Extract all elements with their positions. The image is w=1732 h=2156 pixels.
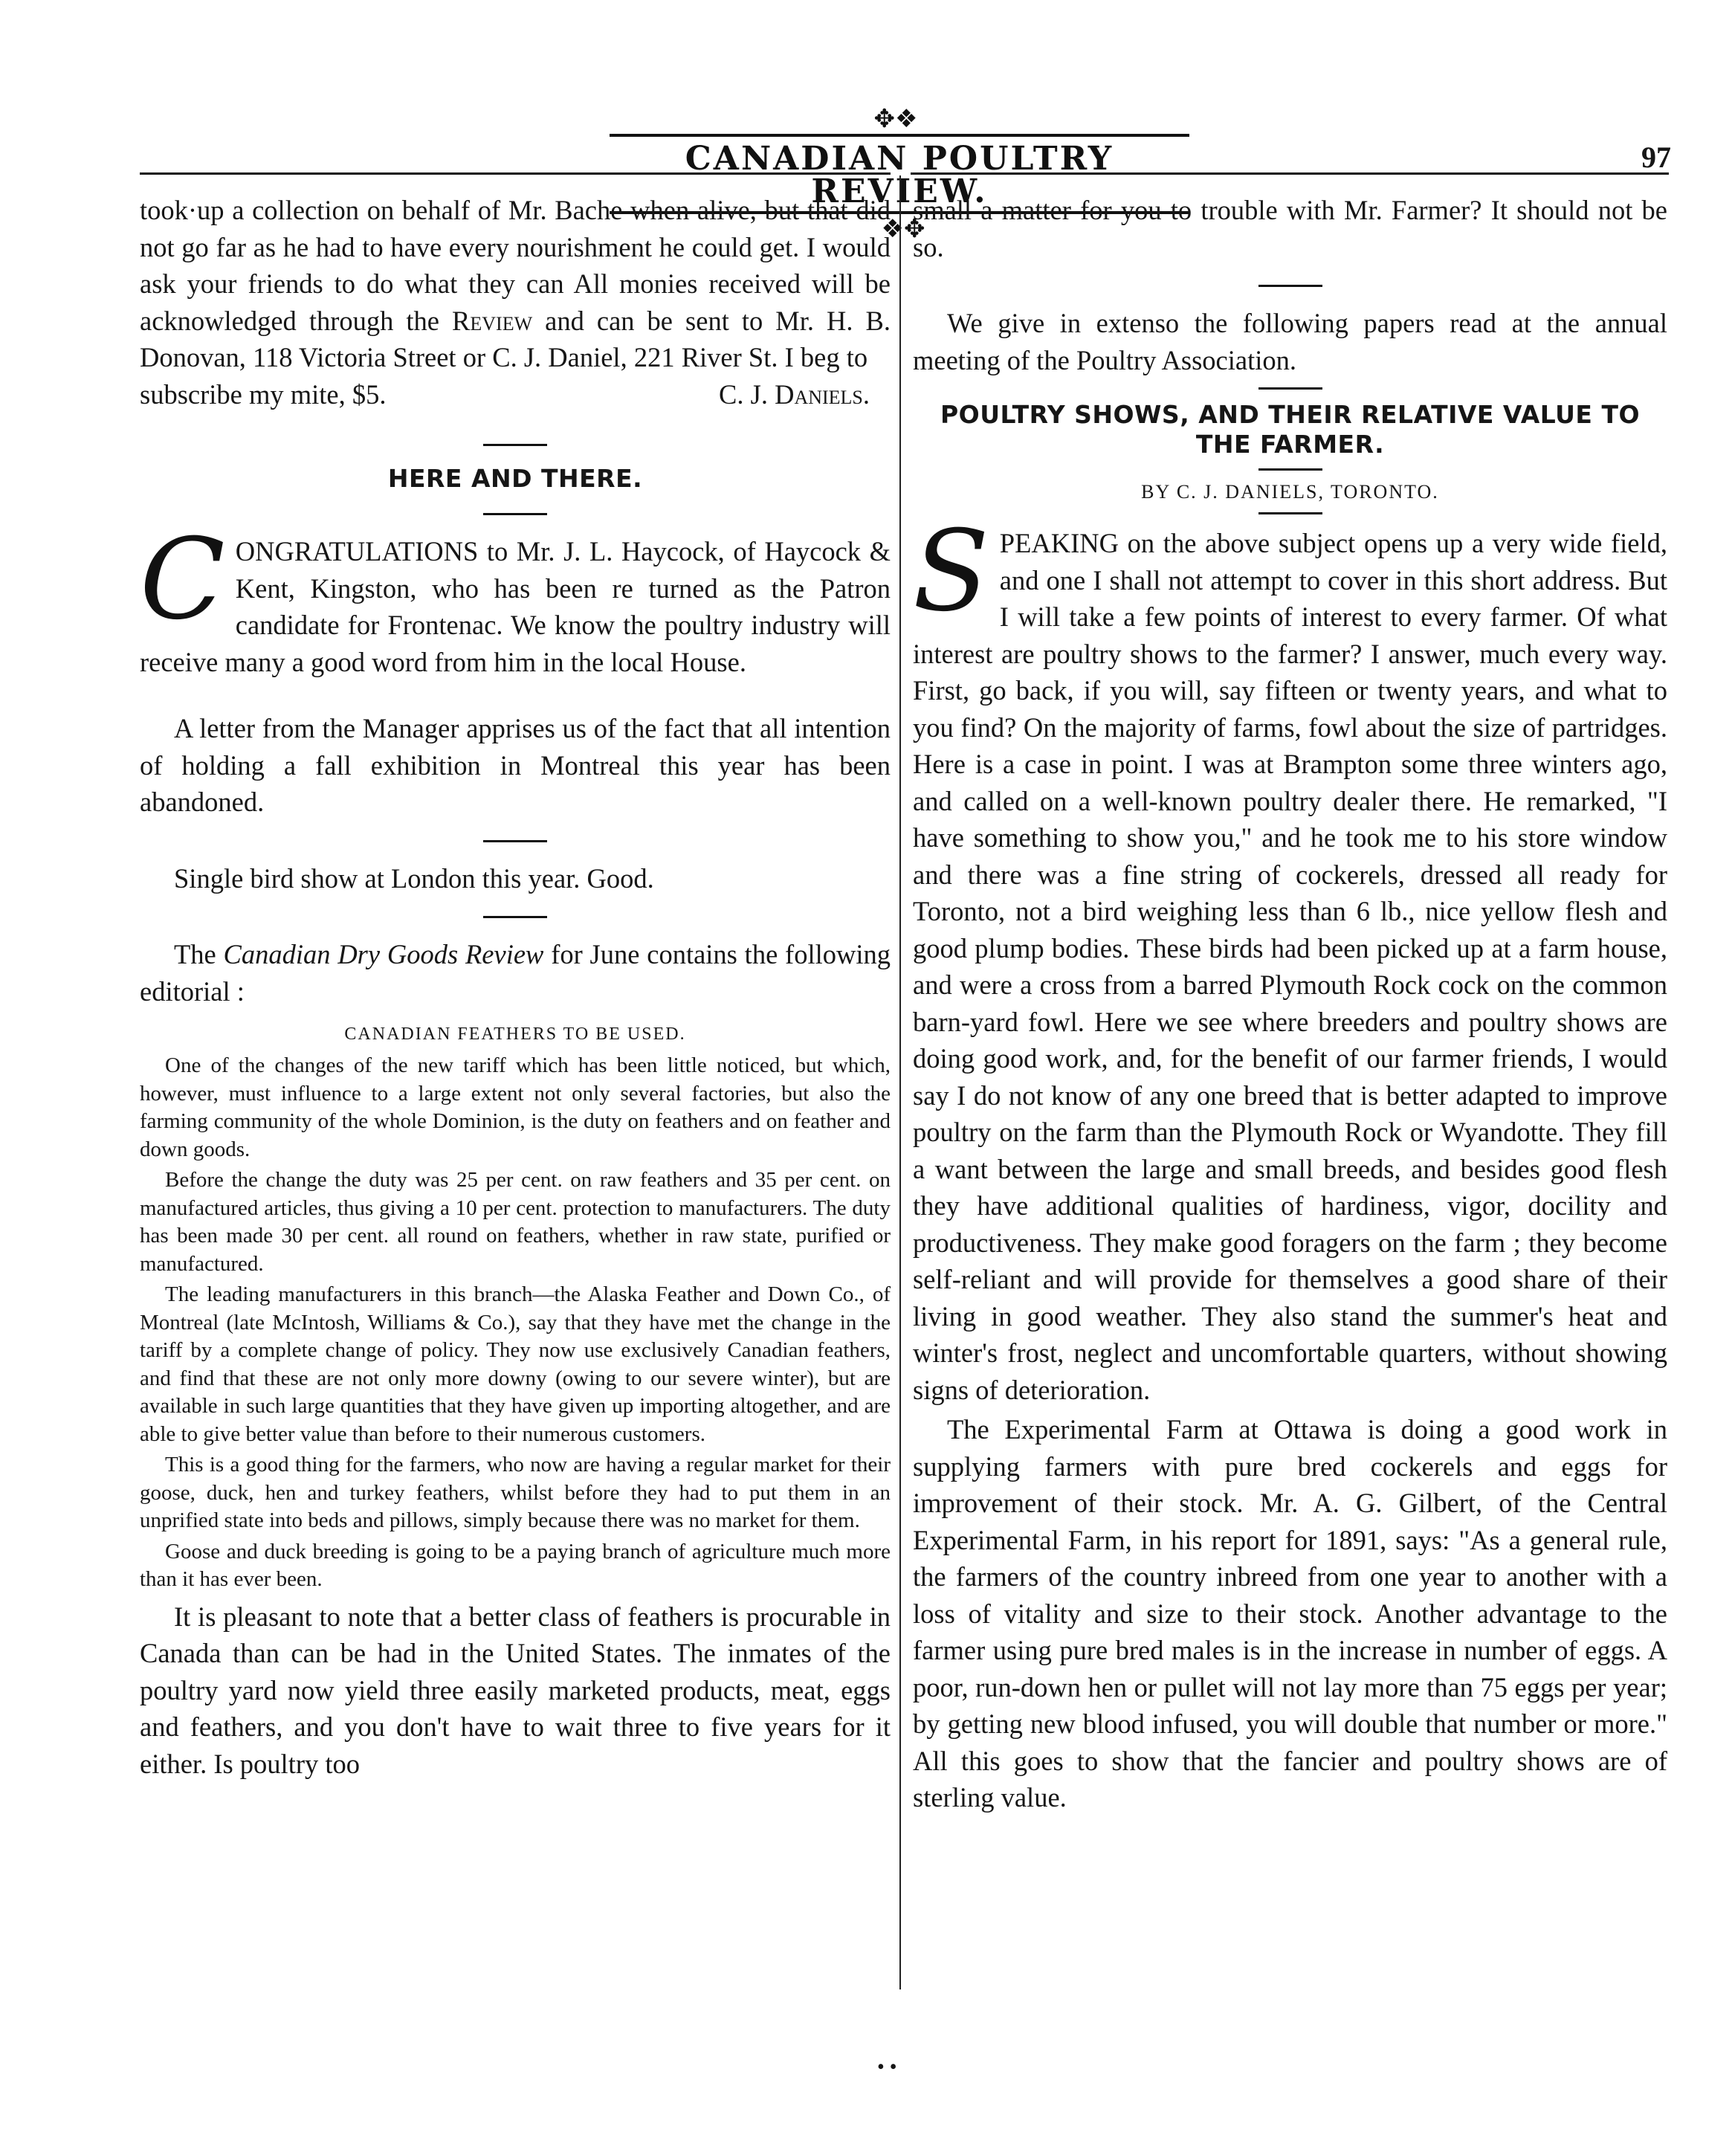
header-rule-left — [140, 172, 891, 175]
section-rule — [1258, 387, 1322, 390]
single-bird-note: Single bird show at London this year. Good. — [174, 862, 654, 894]
letter-signature-line — [140, 376, 891, 413]
ornament-right-icon: ❖✥ — [881, 214, 925, 244]
letter-text: took·up a collection on behalf of Mr. Bache when alive, but that did not go far as he had to have every nourishment he could get. I would ask your friends to do what they can All monies received will be acknowledged through the — [140, 195, 891, 336]
here-and-there-heading: HERE AND THERE. — [387, 464, 643, 493]
column-divider — [899, 175, 901, 1989]
editorial-paragraph: Goose and duck breeding is going to be a paying branch of agriculture much more than it has ever been. — [140, 1539, 891, 1591]
section-rule — [1258, 512, 1322, 514]
congratulations-paragraph: CONGRATULATIONS to Mr. J. L. Haycock, of Haycock & Kent, Kingston, who has been re turned as the Patron candidate for Frontenac. We know the poultry industry will receive many a good word from him in the local House. — [140, 515, 891, 677]
masthead — [610, 104, 1189, 244]
right-column — [913, 192, 1667, 1816]
letter-signature: C. J. Daniels. — [719, 378, 870, 410]
letter-text-2: and can be sent to Mr. H. B. Donovan, 118 Victoria Street or C. J. Daniel, 221 River St. I beg to — [140, 305, 891, 372]
header-rule-right — [911, 172, 1669, 175]
journal-title: CANADIAN POULTRY REVIEW. — [610, 134, 1189, 214]
page-number: 97 — [1641, 141, 1671, 174]
editorial-title: CANADIAN FEATHERS TO BE USED. — [344, 1024, 686, 1044]
letter-last: subscribe my mite, $5. — [140, 378, 387, 410]
editorial-paragraph: Before the change the duty was 25 per cent. on raw feathers and 35 per cent. on manufactured articles, thus giving a 10 per cent. protection to manufacturers. The duty has been made 30 per cent. all round on feathers, whether in raw state, purified or manufactured. — [140, 1168, 891, 1276]
dry-goods-pre: The — [174, 939, 216, 969]
continuation-paragraph: small a matter for you to trouble with Mr. Farmer? It should not be so. — [913, 195, 1667, 262]
editorial-paragraph: One of the changes of the new tariff which has been little noticed, but which, however, must influence to a large extent not only several factories, but also the farming community of the whole Dominion, is the duty on feathers and on feather and down goods. — [140, 1053, 891, 1161]
editorial-paragraph: The leading manufacturers in this branch—the Alaska Feather and Down Co., of Montreal (late McIntosh, Williams & Co.), say that they have met the change in the tariff by a complete change of policy. They now use exclusively Canadian feathers, and find that these are not only more downy (owing to our severe winter), but are available in such large quantities that they have given up importing altogether, and are able to give better value than before to their numerous customers. — [140, 1282, 891, 1446]
left-column — [140, 192, 891, 1782]
section-rule — [483, 444, 547, 446]
editorial-paragraph: This is a good thing for the farmers, who now are having a regular market for their goose, duck, hen and turkey feathers, whilst before they had to put them in an unprified state into beds and pillows, simply because there was no market for them. — [140, 1453, 891, 1532]
section-rule — [1258, 285, 1322, 287]
article-paragraph-2: The Experimental Farm at Ottawa is doing a good work in supplying farmers with pure bred cockerels and eggs for improvement of their stock. Mr. A. G. Gilbert, of the Central Experimental Farm, in his report for 1891, says: "As a general rule, the farmers of the country inbreed from one year to another with a loss of vitality and size to their stock. Another advantage to the farmer using pure bred males is in the increase in number of eggs. A poor, run-down hen or pullet will not lay more than 75 eggs per year; by getting new blood infused, you will double that number or more." All this goes to show that the fancier and poultry shows are of sterling value. — [913, 1414, 1667, 1813]
ornament-left-icon: ✥❖ — [873, 104, 918, 134]
closing-paragraph: It is pleasant to note that a better class of feathers is procurable in Canada than can be had in the United States. The inmates of the poultry yard now yield three easily marketed products, meat, eggs and feathers, and you don't have to wait three to five years for it either. Is poultry too — [140, 1601, 891, 1779]
dry-goods-intro — [140, 936, 891, 1010]
extenso-note: We give in extenso the following papers read at the annual meeting of the Poultry Association. — [913, 308, 1667, 375]
section-rule — [483, 513, 547, 515]
editorial-quote — [140, 1052, 891, 1594]
section-rule — [1258, 468, 1322, 471]
dry-goods-publication: Canadian Dry Goods Review — [223, 939, 544, 969]
letter-review: Review — [452, 305, 533, 336]
manager-note: A letter from the Manager apprises us of the fact that all intention of holding a fall exhibition in Montreal this year has been abandoned. — [140, 713, 891, 817]
article-title: POULTRY SHOWS, AND THEIR RELATIVE VALUE TO THE FARMER. — [940, 400, 1641, 459]
footer-mark: • • — [877, 2056, 897, 2079]
article-byline: BY C. J. DANIELS, TORONTO. — [1141, 481, 1439, 503]
section-rule — [483, 840, 547, 842]
letter-body — [140, 192, 891, 376]
article-paragraph-1: SPEAKING on the above subject opens up a very wide field, and one I shall not attempt to cover in this short address. But I will take a few points of interest to every farmer. Of what interest are poultry shows to the farmer? I answer, much every way. First, go back, if you will, say fifteen or twenty years, and what to you find? On the majority of farms, fowl about the size of partridges. Here is a case in point. I was at Brampton some three winters ago, and called on a well-known poultry dealer there. He remarked, "I have something to show you," and he took me to his store window and there was a fine string of cockerels, dressed all ready for Toronto, not a bird weighing less than 6 lb., nice yellow flesh and good plump bodies. These birds had been picked up at a farm house, and were a cross from a barred Plymouth Rock cock on the common barn-yard fowl. Here we see where breeders and poultry shows are doing good work, and, for the benefit of our farmer friends, I would say I do not know of any one breed that is better adapted to improve poultry on the farm than the Plymouth Rock or Wyandotte. They fill a want between the large and small breeds, and besides good flesh they have additional qualities of hardiness, vigor, docility and productiveness. They make good foragers on the farm ; they become self-reliant and will provide for themselves a good share of their living in good weather. They also stand the summer's heat and winter's frost, neglect and uncomfortable quarters, without showing signs of deterioration. — [913, 507, 1667, 1405]
section-rule — [483, 916, 547, 918]
dry-goods-post: for June contains the following editorial : — [140, 939, 891, 1007]
